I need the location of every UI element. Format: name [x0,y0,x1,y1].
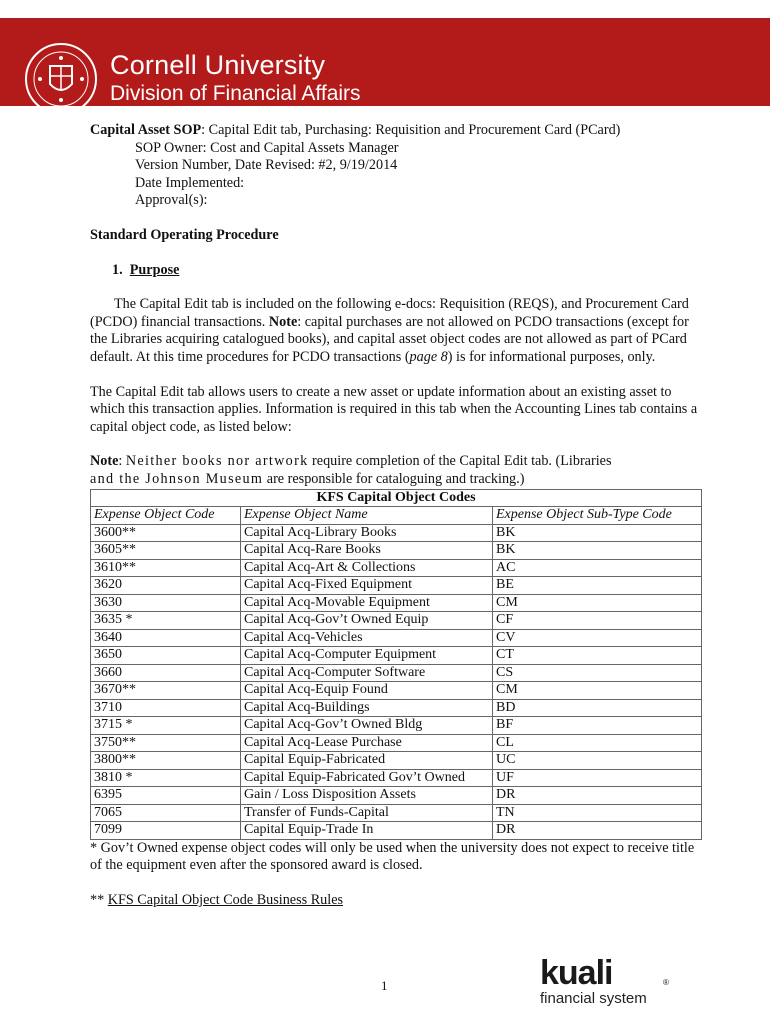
table-cell: Capital Acq-Computer Software [241,664,493,682]
table-body [91,524,702,839]
table-cell: 7099 [91,822,241,840]
table-cell: 3620 [91,577,241,595]
para1-text-c: ) is for informational purposes, only. [447,348,656,365]
table-row [91,717,702,735]
table-cell: Capital Acq-Fixed Equipment [241,577,493,595]
table-cell: Capital Acq-Rare Books [241,542,493,560]
note2-spaced-2: and the Johnson Museum [90,470,264,487]
table-cell: Capital Acq-Lease Purchase [241,734,493,752]
table-cell: 3650 [91,647,241,665]
note2-text-b: require completion of the Capital Edit tab. (Libraries [308,453,612,470]
table-cell: Capital Acq-Vehicles [241,629,493,647]
kuali-registered-mark: ® [663,978,669,987]
table-row [91,612,702,630]
para1-text-b: : capital purchases are not allowed on PCDO transactions (except for the Libraries acquiring catalogued books), and capital asset object codes are not allowed as part of PCard default. At this time procedures for PCDO transactions ( [90,313,689,365]
note2-label: Note [90,453,119,470]
table-cell: 3800** [91,752,241,770]
sop-title [90,122,702,140]
table-cell: CS [493,664,702,682]
purpose-heading [90,262,702,280]
table-row [91,524,702,542]
table-row [91,769,702,787]
paragraph-capital-edit: The Capital Edit tab allows users to create a new asset or update information about an existing asset to which this transaction applies. Information is required in this tab when the Accounting Lines tab contains a capital object code, as listed below: [90,383,698,435]
table-cell: 7065 [91,804,241,822]
table-cell: 3610** [91,559,241,577]
university-name: Cornell University [110,50,326,80]
brand-title [110,51,361,107]
table-cell: UF [493,769,702,787]
sop-title-text: : Capital Edit tab, Purchasing: Requisition and Procurement Card (PCard) [201,122,621,138]
note2-text-c: are responsible for cataloguing and tracking.) [263,470,525,487]
table-cell: Capital Acq-Buildings [241,699,493,717]
table-row [91,787,702,805]
paragraph-purpose [90,296,702,366]
table-cell: BK [493,542,702,560]
purpose-number: 1. [112,261,123,278]
table-cell: UC [493,752,702,770]
footnote-govt-owned: * Gov’t Owned expense object codes will only be used when the university does not expect to receive title of the equipment even after the sponsored award is closed. [90,839,695,874]
table-header-cell: Expense Object Code [91,507,241,525]
table-cell: Capital Equip-Fabricated Gov’t Owned [241,769,493,787]
table-row [91,647,702,665]
table-cell: Capital Acq-Gov’t Owned Bldg [241,717,493,735]
section-heading-text: Standard Operating Procedure [90,226,279,243]
paragraph-note [90,453,702,488]
cornell-seal-icon [24,42,98,116]
table-cell: 3810 * [91,769,241,787]
table-row [91,542,702,560]
table-cell: DR [493,822,702,840]
table-cell: Gain / Loss Disposition Assets [241,787,493,805]
sop-version: Version Number, Date Revised: #2, 9/19/2014 [135,157,398,174]
note2-text-a: : [118,453,126,470]
table-cell: Capital Equip-Fabricated [241,752,493,770]
table-row [91,594,702,612]
kuali-tagline: financial system [540,990,647,1007]
section-heading [90,227,702,245]
table-header-cell: Expense Object Name [241,507,493,525]
business-rules-prefix: ** [90,891,108,908]
table-cell: 3710 [91,699,241,717]
table-row [91,699,702,717]
table-cell: BE [493,577,702,595]
table-cell: 3670** [91,682,241,700]
table-cell: Capital Acq-Computer Equipment [241,647,493,665]
table-row [91,682,702,700]
table-cell: Capital Equip-Trade In [241,822,493,840]
note2-spaced-1: Neither books nor artwork [125,453,309,470]
table-row [91,804,702,822]
business-rules-link[interactable]: KFS Capital Object Code Business Rules [107,891,344,908]
table-cell: Capital Acq-Movable Equipment [241,594,493,612]
capital-object-codes-table [90,489,702,840]
kuali-logo [540,956,670,1006]
table-row [91,559,702,577]
table-cell: CM [493,594,702,612]
table-cell: Capital Acq-Art & Collections [241,559,493,577]
table-cell: BF [493,717,702,735]
table-row [91,577,702,595]
table-cell: 3640 [91,629,241,647]
page-number: 1 [381,978,388,993]
table-row [91,664,702,682]
table-cell: CV [493,629,702,647]
table-cell: DR [493,787,702,805]
sop-implemented: Date Implemented: [135,174,245,191]
table-caption: KFS Capital Object Codes [91,489,702,507]
table-cell: 3600** [91,524,241,542]
table-row [91,822,702,840]
table-row [91,752,702,770]
table-header-cell: Expense Object Sub-Type Code [493,507,702,525]
sop-owner: SOP Owner: Cost and Capital Assets Manager [135,139,399,156]
table-cell: 3605** [91,542,241,560]
table-cell: CL [493,734,702,752]
table-cell: 3630 [91,594,241,612]
purpose-title: Purpose [129,261,180,278]
para1-note-label: Note [268,313,298,330]
table-cell: Capital Acq-Library Books [241,524,493,542]
table-cell: BK [493,524,702,542]
table-cell: Capital Acq-Equip Found [241,682,493,700]
table-cell: CF [493,612,702,630]
table-cell: CT [493,647,702,665]
table-cell: AC [493,559,702,577]
table-row [91,734,702,752]
table-cell: 3715 * [91,717,241,735]
table-header-row [91,507,702,525]
table-cell: 6395 [91,787,241,805]
table-cell: TN [493,804,702,822]
para1-text-a: The Capital Edit tab is included on the following e-docs: Requisition (REQS), and Procurement Card (PCDO) financial transactions. [90,296,689,330]
table-cell: 3750** [91,734,241,752]
table-cell: 3660 [91,664,241,682]
table-row [91,629,702,647]
table-cell: Capital Acq-Gov’t Owned Equip [241,612,493,630]
header-banner [0,18,770,106]
document-body [90,122,702,909]
table-cell: BD [493,699,702,717]
para1-page-ref: page 8 [409,348,448,365]
business-rules-line [90,892,702,910]
sop-title-label: Capital Asset SOP [90,122,202,138]
table-cell: 3635 * [91,612,241,630]
table-cell: Transfer of Funds-Capital [241,804,493,822]
kuali-wordmark: kuali [540,954,613,992]
division-name: Division of Financial Affairs [110,82,361,105]
sop-approvals: Approval(s): [135,192,208,209]
table-cell: CM [493,682,702,700]
